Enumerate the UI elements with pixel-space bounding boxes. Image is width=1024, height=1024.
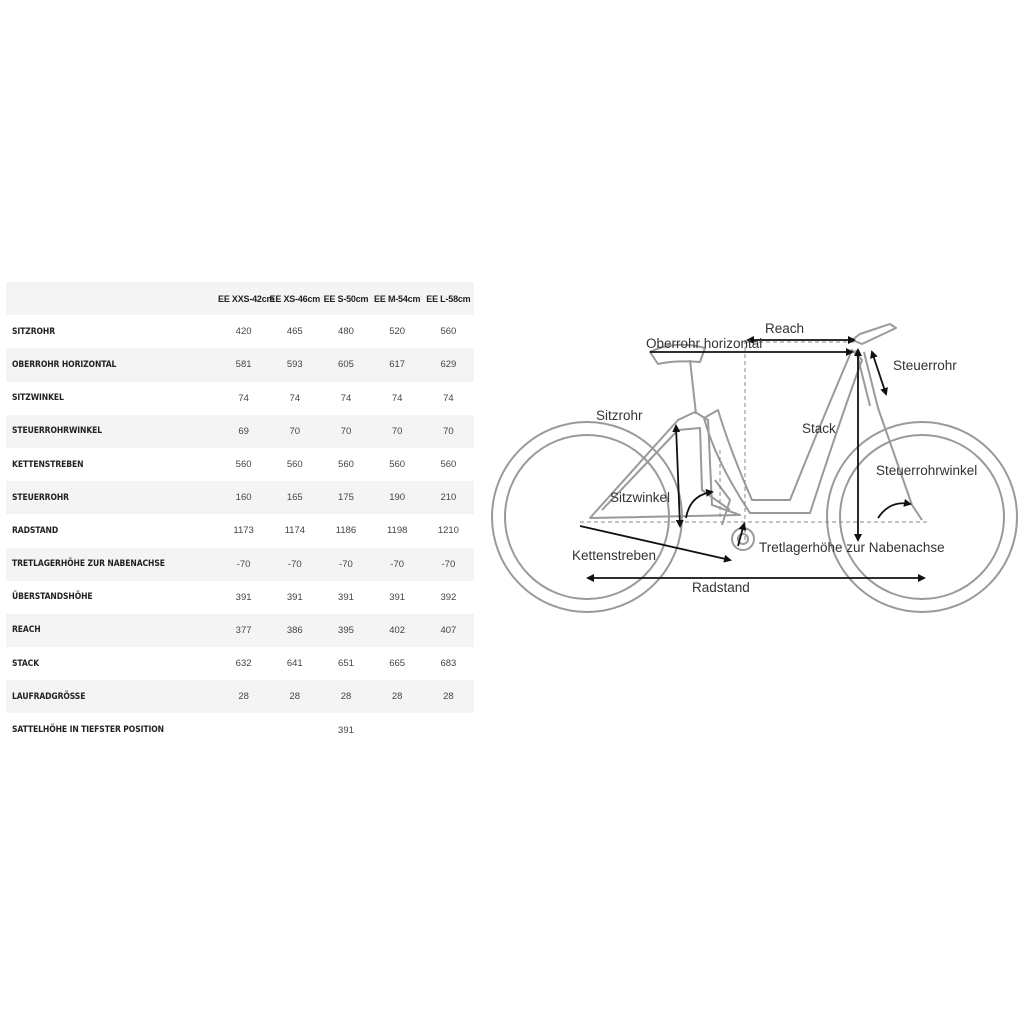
table-cell: 386	[286, 624, 303, 636]
table-row	[6, 448, 474, 481]
steuerrohr-arrow	[872, 352, 886, 394]
table-cell: 1186	[335, 525, 357, 537]
table-cell: 560	[440, 459, 457, 471]
table-cell: 683	[440, 658, 457, 670]
label-steuerrohrwinkel: Steuerrohrwinkel	[876, 463, 978, 478]
table-cell: 1210	[437, 525, 459, 537]
table-cell: 160	[235, 492, 252, 504]
table-row	[6, 415, 474, 448]
row-label: LAUFRADGRÖSSE	[12, 691, 86, 702]
table-cell: 560	[389, 459, 406, 471]
table-row	[6, 713, 474, 746]
motor-housing	[715, 480, 730, 525]
table-row	[6, 315, 474, 348]
table-cell: 74	[391, 392, 403, 404]
table-cell: 420	[235, 326, 252, 338]
table-cell	[218, 713, 269, 746]
table-cell: 69	[238, 425, 249, 437]
row-label: TRETLAGERHÖHE ZUR NABENACHSE	[12, 559, 165, 570]
table-cell: 560	[440, 326, 457, 338]
label-sitzwinkel: Sitzwinkel	[610, 490, 671, 505]
front-wheel-outer	[827, 422, 1017, 612]
table-row	[6, 481, 474, 514]
table-cell: -70	[390, 558, 405, 570]
row-label: KETTENSTREBEN	[12, 459, 84, 470]
table-cell: 377	[235, 624, 252, 636]
table-cell: 28	[289, 691, 301, 703]
label-radstand: Radstand	[692, 580, 750, 595]
label-kettenstreben: Kettenstreben	[572, 548, 657, 563]
table-cell: 74	[443, 392, 454, 404]
table-cell: -70	[236, 558, 251, 570]
table-row	[6, 514, 474, 547]
table-cell: 605	[338, 359, 354, 371]
table-cell: 391	[389, 591, 406, 603]
table-cell: 641	[286, 658, 303, 670]
table-cell: 391	[286, 591, 303, 603]
stem-handlebar	[852, 324, 896, 344]
row-label: STEUERROHRWINKEL	[12, 426, 103, 437]
table-cell: -70	[287, 558, 302, 570]
row-label: RADSTAND	[12, 525, 59, 536]
table-cell	[423, 713, 474, 746]
column-header: EE S-50cm	[323, 293, 369, 304]
table-row	[6, 581, 474, 614]
front-wheel-inner	[840, 435, 1004, 599]
table-cell: 593	[286, 359, 303, 371]
table-cell	[372, 713, 423, 746]
table-body	[6, 315, 474, 746]
table-cell: 392	[440, 591, 457, 603]
row-label: SITZROHR	[12, 326, 55, 337]
main-frame	[704, 350, 862, 513]
seat-post	[690, 360, 696, 414]
geometry-table	[6, 282, 474, 747]
table-cell: 407	[440, 624, 457, 636]
table-cell: 1173	[233, 525, 254, 537]
table-cell: 70	[443, 425, 454, 437]
table-cell: 560	[235, 459, 252, 471]
table-cell: 1174	[284, 525, 306, 537]
table-cell: 74	[340, 392, 352, 404]
sitzrohr-arrow	[676, 426, 680, 526]
row-label: SATTELHÖHE IN TIEFSTER POSITION	[12, 725, 164, 736]
table-cell: 165	[286, 492, 303, 504]
table-cell: 480	[338, 326, 354, 338]
header-blank	[6, 282, 218, 315]
sitzwinkel-arc	[686, 492, 712, 518]
table-cell: 70	[340, 425, 352, 437]
table-cell: 74	[238, 392, 249, 404]
column-header: EE L-58cm	[426, 293, 471, 304]
row-label: OBERROHR HORIZONTAL	[12, 359, 117, 370]
label-stack: Stack	[802, 421, 836, 436]
table-cell: 74	[289, 392, 301, 404]
table-cell: 391	[338, 724, 354, 736]
geometry-table-container	[6, 282, 474, 747]
table-cell: 28	[443, 691, 454, 703]
label-steuerrohr: Steuerrohr	[893, 358, 957, 373]
table-header-row	[6, 282, 474, 315]
row-label: SITZWINKEL	[12, 393, 64, 404]
label-sitzrohr: Sitzrohr	[596, 408, 643, 423]
table-row	[6, 680, 474, 713]
table-cell: 520	[389, 326, 406, 338]
table-row	[6, 382, 474, 415]
table-row	[6, 348, 474, 381]
table-cell: 391	[338, 591, 354, 603]
table-cell: 28	[238, 691, 249, 703]
row-label: REACH	[12, 625, 41, 636]
table-cell: 665	[389, 658, 406, 670]
table-cell: 70	[391, 425, 403, 437]
table-cell: 560	[338, 459, 354, 471]
label-oberrohr: Oberrohr horizontal	[646, 336, 763, 351]
row-label: ÜBERSTANDSHÖHE	[12, 592, 93, 603]
column-header: EE M-54cm	[374, 293, 421, 304]
table-cell: 581	[235, 359, 252, 371]
table-row	[6, 647, 474, 680]
label-reach: Reach	[765, 321, 805, 336]
table-cell: 175	[338, 492, 354, 504]
table-cell: 632	[235, 658, 252, 670]
bike-geometry-diagram	[490, 290, 1024, 746]
label-tretlager: Tretlagerhöhe zur Nabenachse	[759, 540, 945, 555]
table-cell: 560	[286, 459, 303, 471]
table-row	[6, 614, 474, 647]
table-cell: -70	[339, 558, 353, 570]
table-cell: 402	[389, 624, 406, 636]
table-cell: 70	[289, 425, 301, 437]
table-cell: 210	[440, 492, 457, 504]
steuerrohrwinkel-arc	[878, 503, 910, 518]
table-cell: 28	[340, 691, 352, 703]
table-cell	[269, 713, 320, 746]
table-cell: 391	[235, 591, 252, 603]
crank	[732, 528, 754, 550]
row-label: STACK	[12, 658, 40, 669]
table-cell: 190	[389, 492, 406, 504]
table-cell: 1198	[386, 525, 408, 537]
table-cell: -70	[441, 558, 456, 570]
table-row	[6, 548, 474, 581]
row-label: STEUERROHR	[12, 492, 69, 503]
wheels	[492, 422, 1017, 612]
table-cell: 651	[338, 658, 354, 670]
table-cell: 28	[391, 691, 403, 703]
table-cell: 629	[440, 359, 457, 371]
column-header: EE XXS-42cm	[218, 293, 275, 304]
table-cell: 617	[389, 359, 406, 371]
table-cell: 465	[286, 326, 303, 338]
table-cell: 395	[338, 624, 354, 636]
column-header: EE XS-46cm	[269, 293, 321, 304]
